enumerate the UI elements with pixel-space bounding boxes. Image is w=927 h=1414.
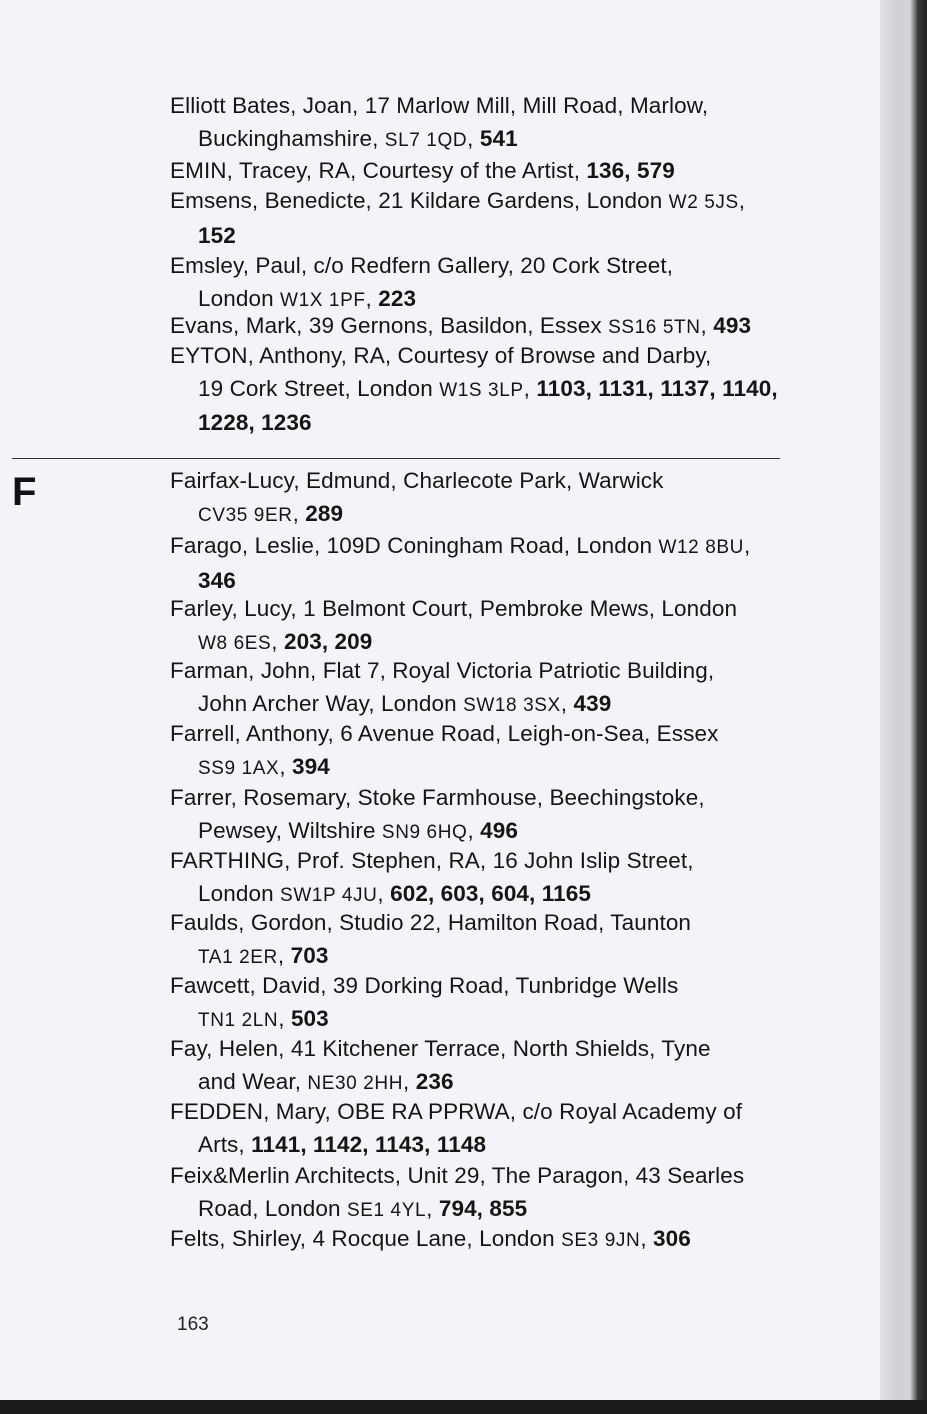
entry-line	[170, 1223, 790, 1258]
postcode: SE1 4YL	[346, 1199, 427, 1221]
page-references: 503	[290, 1005, 329, 1031]
entry-text: Farrell, Anthony, 6 Avenue Road, Leigh-on-Sea, Essex	[170, 721, 719, 746]
entry-line	[170, 845, 790, 878]
entry-line	[170, 593, 790, 626]
entry-text: John Archer Way, London	[198, 690, 464, 716]
page-references: 794, 855	[438, 1195, 528, 1221]
entry-text: Farman, John, Flat 7, Royal Victoria Patriotic Building,	[170, 658, 715, 683]
page-references: 223	[378, 285, 417, 311]
index-entry	[170, 185, 790, 252]
index-entry	[170, 250, 790, 317]
entry-line	[170, 1033, 790, 1066]
page-references: 1228, 1236	[198, 410, 312, 435]
postcode: SW1P 4JU	[280, 884, 378, 906]
entry-text: ,	[377, 880, 391, 906]
postcode: NE30 2HH	[307, 1072, 404, 1094]
entry-continuation-line	[170, 1003, 790, 1038]
postcode: TA1 2ER	[198, 946, 278, 968]
entry-text: ,	[278, 1005, 291, 1031]
page-bottom-edge	[0, 1400, 927, 1414]
entry-text: 19 Cork Street, London	[198, 375, 440, 401]
entry-text: Fawcett, David, 39 Dorking Road, Tunbridge Wells	[170, 973, 679, 998]
entry-text: ,	[523, 375, 537, 401]
postcode: SS16 5TN	[608, 317, 701, 338]
entry-line	[170, 1160, 790, 1193]
entry-line	[170, 155, 790, 188]
entry-text: London	[198, 880, 281, 906]
entry-line	[170, 970, 790, 1003]
postcode: W1S 3LP	[439, 379, 524, 401]
entry-line	[170, 782, 790, 815]
entry-text: ,	[467, 125, 480, 151]
entry-continuation-line	[170, 688, 790, 723]
index-entry	[170, 1096, 790, 1161]
entry-text: and Wear,	[198, 1068, 308, 1094]
entry-text: Arts,	[198, 1131, 252, 1157]
entry-text: ,	[467, 817, 481, 843]
entry-continuation-line	[170, 1066, 790, 1101]
section-divider	[12, 458, 780, 459]
entry-text: Farago, Leslie, 109D Coningham Road, London	[170, 533, 659, 558]
postcode: SL7 1QD	[384, 129, 468, 151]
entry-text: ,	[271, 628, 284, 654]
book-spine-shadow	[880, 0, 927, 1414]
entry-text: ,	[700, 313, 714, 338]
entry-line	[170, 907, 790, 940]
postcode: SN9 6HQ	[381, 821, 468, 843]
entry-text: ,	[738, 188, 746, 213]
page-references: 1141, 1142, 1143, 1148	[251, 1131, 487, 1157]
entry-continuation-line	[170, 407, 790, 440]
entry-continuation-line	[170, 751, 790, 786]
page-references: 493	[713, 313, 752, 338]
entry-continuation-line	[170, 1193, 790, 1228]
index-entry	[170, 845, 790, 912]
entry-line	[170, 90, 790, 123]
entry-text: Emsens, Benedicte, 21 Kildare Gardens, London	[170, 188, 669, 213]
entry-text: ,	[277, 942, 291, 968]
page-references: 346	[198, 567, 236, 593]
entry-text: ,	[279, 753, 293, 779]
entry-text: Pewsey, Wiltshire	[198, 817, 382, 843]
page-references: 496	[480, 817, 518, 843]
index-entry	[170, 90, 790, 157]
entry-text: Emsley, Paul, c/o Redfern Gallery, 20 Cork Street,	[170, 253, 674, 278]
postcode: SS9 1AX	[198, 757, 280, 779]
entry-text: Fay, Helen, 41 Kitchener Terrace, North Shields, Tyne	[170, 1036, 711, 1061]
entry-line	[170, 465, 790, 498]
page-references: 306	[653, 1226, 691, 1251]
postcode: TN1 2LN	[198, 1009, 279, 1031]
section-letter: F	[12, 470, 37, 514]
index-entry	[170, 718, 790, 785]
index-entry	[170, 907, 790, 974]
postcode: SW18 3SX	[463, 694, 561, 716]
entry-continuation-line	[170, 815, 790, 850]
entry-line	[170, 340, 790, 373]
postcode: CV35 9ER	[198, 504, 293, 526]
entry-text: FARTHING, Prof. Stephen, RA, 16 John Islip Street,	[170, 848, 694, 873]
postcode: SE3 9JN	[561, 1230, 641, 1251]
entry-continuation-line	[170, 498, 790, 533]
entry-line	[170, 1096, 790, 1129]
index-entry	[170, 655, 790, 722]
index-entry	[170, 1160, 790, 1227]
entry-text: Evans, Mark, 39 Gernons, Basildon, Essex	[170, 313, 609, 338]
index-entry	[170, 155, 790, 188]
page-references: 203, 209	[284, 628, 373, 654]
index-entry	[170, 465, 790, 532]
entry-text: EMIN, Tracey, RA, Courtesy of the Artist,	[170, 158, 587, 183]
index-entry	[170, 530, 790, 597]
entry-text: ,	[365, 285, 379, 311]
entry-text: Elliott Bates, Joan, 17 Marlow Mill, Mill Road, Marlow,	[170, 93, 709, 118]
entry-text: ,	[426, 1195, 439, 1221]
entry-text: ,	[743, 533, 751, 558]
entry-continuation-line	[170, 1129, 790, 1162]
entry-continuation-line	[170, 373, 790, 408]
entry-text: Road, London	[198, 1195, 347, 1221]
entry-text: Faulds, Gordon, Studio 22, Hamilton Road, Taunton	[170, 910, 692, 935]
page-references: 1103, 1131, 1137, 1140,	[536, 375, 778, 401]
index-entry	[170, 970, 790, 1037]
entry-text: FEDDEN, Mary, OBE RA PPRWA, c/o Royal Academy of	[170, 1099, 743, 1124]
postcode: W2 5JS	[668, 192, 739, 213]
entry-line	[170, 185, 790, 220]
index-entry	[170, 593, 790, 660]
page-references: 602, 603, 604, 1165	[390, 880, 591, 906]
page-number: 163	[177, 1314, 209, 1335]
entry-text: Farley, Lucy, 1 Belmont Court, Pembroke Mews, London	[170, 596, 738, 621]
index-entry	[170, 1033, 790, 1100]
page-references: 136, 579	[586, 158, 675, 183]
entry-text: Felts, Shirley, 4 Rocque Lane, London	[170, 1226, 562, 1251]
entry-text: ,	[292, 500, 306, 526]
entry-line	[170, 530, 790, 565]
page-references: 541	[479, 125, 518, 151]
entry-text: Buckinghamshire,	[198, 125, 385, 151]
entry-text: Fairfax-Lucy, Edmund, Charlecote Park, Warwick	[170, 468, 664, 493]
index-entry	[170, 340, 790, 440]
page-references: 703	[290, 942, 329, 968]
entry-text: ,	[403, 1068, 416, 1094]
page-references: 439	[573, 690, 612, 716]
entry-text: Farrer, Rosemary, Stoke Farmhouse, Beechingstoke,	[170, 785, 705, 810]
entry-line	[170, 718, 790, 751]
index-entry	[170, 782, 790, 849]
index-entry	[170, 1223, 790, 1258]
page-references: 152	[198, 222, 236, 248]
postcode: W8 6ES	[198, 632, 272, 654]
page-references: 236	[415, 1068, 454, 1094]
entry-continuation-line	[170, 123, 790, 158]
entry-text: London	[198, 285, 281, 311]
postcode: W1X 1PF	[280, 289, 366, 311]
page-references: 394	[292, 753, 330, 779]
entry-text: ,	[640, 1226, 654, 1251]
entry-text: ,	[560, 690, 574, 716]
page-references: 289	[305, 500, 344, 526]
entry-continuation-line	[170, 940, 790, 975]
entry-text: Feix&Merlin Architects, Unit 29, The Paragon, 43 Searles	[170, 1163, 745, 1188]
entry-continuation-line	[170, 220, 790, 253]
postcode: W12 8BU	[658, 537, 744, 558]
entry-line	[170, 655, 790, 688]
entry-text: EYTON, Anthony, RA, Courtesy of Browse and Darby,	[170, 343, 712, 368]
entry-line	[170, 250, 790, 283]
